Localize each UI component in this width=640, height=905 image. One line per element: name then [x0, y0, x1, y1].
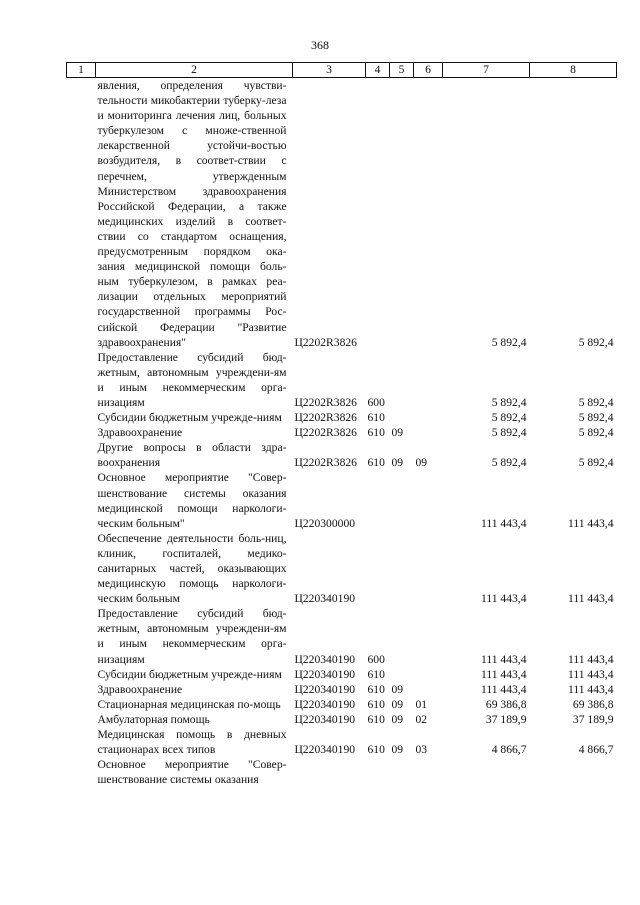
row-name-cell: Здравоохранение [97, 682, 183, 696]
row-pr-cell: 03 [415, 743, 428, 757]
header-cell-7: 7 [443, 63, 530, 78]
row-name-cell: Здравоохранение [97, 426, 183, 440]
row-code-cell: Ц220340190 [294, 652, 356, 666]
row-pr-cell [414, 531, 443, 606]
row-pr-cell [414, 470, 443, 530]
table-row [67, 440, 617, 470]
row-vr-cell: 600 [367, 395, 385, 409]
table-header [67, 63, 617, 78]
row-vr-cell [366, 470, 390, 530]
row-value-7-cell: 5 892,4 [491, 411, 527, 425]
row-name-cell: Медицинская помощь в дневных стационарах всех типов [97, 728, 287, 757]
row-name-cell: Основное мероприятие "Совер-шенствование системы оказания медицинской помощи наркологи-ческим больным" [97, 471, 287, 530]
row-value-8-cell: 37 189,9 [572, 712, 614, 726]
row-rz-cell [390, 606, 414, 666]
row-vr-cell [366, 78, 390, 350]
row-blank-cell [67, 712, 96, 727]
row-code-cell [293, 757, 366, 787]
row-vr-cell: 610 [367, 712, 385, 726]
row-name-cell: Предоставление субсидий бюд-жетным, автономным учреждени-ям и иным некоммерческим орга-низациям [97, 607, 287, 666]
row-blank-cell [67, 410, 96, 425]
table-row [67, 727, 617, 757]
row-value-8-cell: 111 443,4 [567, 592, 614, 606]
row-value-8-cell [530, 757, 617, 787]
row-blank-cell [67, 78, 96, 350]
row-blank-cell [67, 682, 96, 697]
row-value-7-cell: 69 386,8 [485, 697, 527, 711]
row-value-8-cell: 5 892,4 [578, 426, 614, 440]
row-blank-cell [67, 531, 96, 606]
table-row [67, 78, 617, 350]
row-blank-cell [67, 727, 96, 757]
row-vr-cell: 600 [367, 652, 385, 666]
row-name-cell: Другие вопросы в области здра-воохранения [97, 441, 287, 470]
header-cell-5: 5 [390, 63, 414, 78]
row-value-7-cell: 37 189,9 [485, 712, 527, 726]
row-blank-cell [67, 757, 96, 787]
row-value-8-cell: 111 443,4 [567, 652, 614, 666]
budget-table [66, 62, 617, 787]
row-value-7-cell: 5 892,4 [491, 335, 527, 349]
row-code-cell: Ц2202R3826 [294, 335, 357, 349]
row-rz-cell [390, 350, 414, 410]
row-pr-cell [414, 667, 443, 682]
header-cell-6: 6 [414, 63, 443, 78]
row-rz-cell: 09 [391, 426, 404, 440]
table-row [67, 425, 617, 440]
table-row [67, 606, 617, 666]
row-value-7-cell: 5 892,4 [491, 456, 527, 470]
row-value-8-cell: 5 892,4 [578, 395, 614, 409]
header-cell-4: 4 [366, 63, 390, 78]
row-value-7-cell: 4 866,7 [491, 743, 527, 757]
row-vr-cell: 610 [367, 667, 385, 681]
row-name-cell: явления, определения чувстви-тельности микобактерии туберку-леза и мониторинга лечения лиц, больных туберкулезом с множе-ственной лекарственной устойчи-востью возбудителя, в соответ-ствии с перечнем, утвержденным Министерством здравоохранения Российской Федерации, а также медицинских изделий в соответ-ствии со стандартом оснащения, предусмотренным порядком ока-зания медицинской помощи боль-ным туберкулезом, в рамках реа-лизации отдельных мероприятий государственной программы Рос-сийской Федерации "Развитие здравоохранения" [97, 79, 287, 349]
table-row [67, 682, 617, 697]
row-name-cell: Основное мероприятие "Совер-шенствование системы оказания [97, 758, 287, 787]
header-cell-1: 1 [67, 63, 96, 78]
row-code-cell: Ц220340190 [294, 743, 356, 757]
table-row [67, 697, 617, 712]
row-rz-cell: 09 [391, 682, 404, 696]
row-name-cell: Обеспечение деятельности боль-ниц, клиник, госпиталей, медико-санитарных частей, оказывающих медицинскую помощь наркологи-ческим больным [97, 531, 287, 606]
row-value-8-cell: 111 443,4 [567, 667, 614, 681]
row-code-cell: Ц220340190 [294, 592, 356, 606]
row-code-cell: Ц220300000 [294, 516, 356, 530]
row-blank-cell [67, 425, 96, 440]
row-pr-cell [414, 425, 443, 440]
row-rz-cell [390, 470, 414, 530]
row-value-8-cell: 5 892,4 [578, 335, 614, 349]
table-row [67, 667, 617, 682]
table-row [67, 712, 617, 727]
row-code-cell: Ц220340190 [294, 697, 356, 711]
row-rz-cell: 09 [391, 712, 404, 726]
row-code-cell: Ц220340190 [294, 712, 356, 726]
row-pr-cell [414, 78, 443, 350]
table-row [67, 410, 617, 425]
row-code-cell: Ц2202R3826 [294, 411, 357, 425]
table-row [67, 531, 617, 606]
row-pr-cell [414, 350, 443, 410]
row-vr-cell: 610 [367, 426, 385, 440]
header-cell-2: 2 [96, 63, 293, 78]
row-pr-cell: 01 [415, 697, 428, 711]
row-vr-cell: 610 [367, 697, 385, 711]
row-rz-cell: 09 [391, 743, 404, 757]
row-value-8-cell: 4 866,7 [578, 743, 614, 757]
row-value-7-cell: 5 892,4 [491, 426, 527, 440]
table-row [67, 350, 617, 410]
row-code-cell: Ц2202R3826 [294, 456, 357, 470]
row-blank-cell [67, 697, 96, 712]
row-vr-cell: 610 [367, 411, 385, 425]
row-value-8-cell: 111 443,4 [567, 516, 614, 530]
row-blank-cell [67, 350, 96, 410]
row-blank-cell [67, 606, 96, 666]
row-value-8-cell: 69 386,8 [572, 697, 614, 711]
header-row [67, 63, 617, 78]
row-name-cell: Субсидии бюджетным учрежде-ниям [97, 411, 282, 425]
row-code-cell: Ц220340190 [294, 667, 356, 681]
row-vr-cell: 610 [367, 743, 385, 757]
row-rz-cell: 09 [391, 456, 404, 470]
row-pr-cell: 09 [415, 456, 428, 470]
row-value-8-cell: 111 443,4 [567, 682, 614, 696]
table-row [67, 757, 617, 787]
row-rz-cell [390, 78, 414, 350]
row-blank-cell [67, 667, 96, 682]
row-vr-cell: 610 [367, 682, 385, 696]
row-rz-cell [390, 410, 414, 425]
row-code-cell: Ц2202R3826 [294, 395, 357, 409]
row-pr-cell [414, 606, 443, 666]
table-body [67, 78, 617, 788]
row-value-7-cell: 111 443,4 [480, 667, 527, 681]
row-name-cell: Стационарная медицинская по-мощь [97, 697, 281, 711]
row-value-7-cell: 5 892,4 [491, 395, 527, 409]
row-code-cell: Ц220340190 [294, 682, 356, 696]
row-pr-cell [414, 682, 443, 697]
row-pr-cell: 02 [415, 712, 428, 726]
row-rz-cell [390, 757, 414, 787]
row-pr-cell [414, 757, 443, 787]
row-vr-cell: 610 [367, 456, 385, 470]
table-row [67, 470, 617, 530]
row-code-cell: Ц2202R3826 [294, 426, 357, 440]
row-value-7-cell: 111 443,4 [480, 682, 527, 696]
row-blank-cell [67, 470, 96, 530]
row-value-7-cell: 111 443,4 [480, 592, 527, 606]
row-value-7-cell: 111 443,4 [480, 652, 527, 666]
row-vr-cell [366, 531, 390, 606]
row-rz-cell [390, 531, 414, 606]
row-value-7-cell [443, 757, 530, 787]
page-number: 368 [311, 38, 329, 52]
row-rz-cell: 09 [391, 697, 404, 711]
row-pr-cell [414, 410, 443, 425]
row-rz-cell [390, 667, 414, 682]
row-blank-cell [67, 440, 96, 470]
row-value-8-cell: 5 892,4 [578, 411, 614, 425]
header-cell-8: 8 [530, 63, 617, 78]
row-value-8-cell: 5 892,4 [578, 456, 614, 470]
row-name-cell: Субсидии бюджетным учрежде-ниям [97, 667, 282, 681]
row-name-cell: Предоставление субсидий бюд-жетным, автономным учреждени-ям и иным некоммерческим орга-низациям [97, 350, 287, 409]
row-value-7-cell: 111 443,4 [480, 516, 527, 530]
header-cell-3: 3 [293, 63, 366, 78]
row-name-cell: Амбулаторная помощь [97, 712, 210, 726]
row-vr-cell [366, 757, 390, 787]
